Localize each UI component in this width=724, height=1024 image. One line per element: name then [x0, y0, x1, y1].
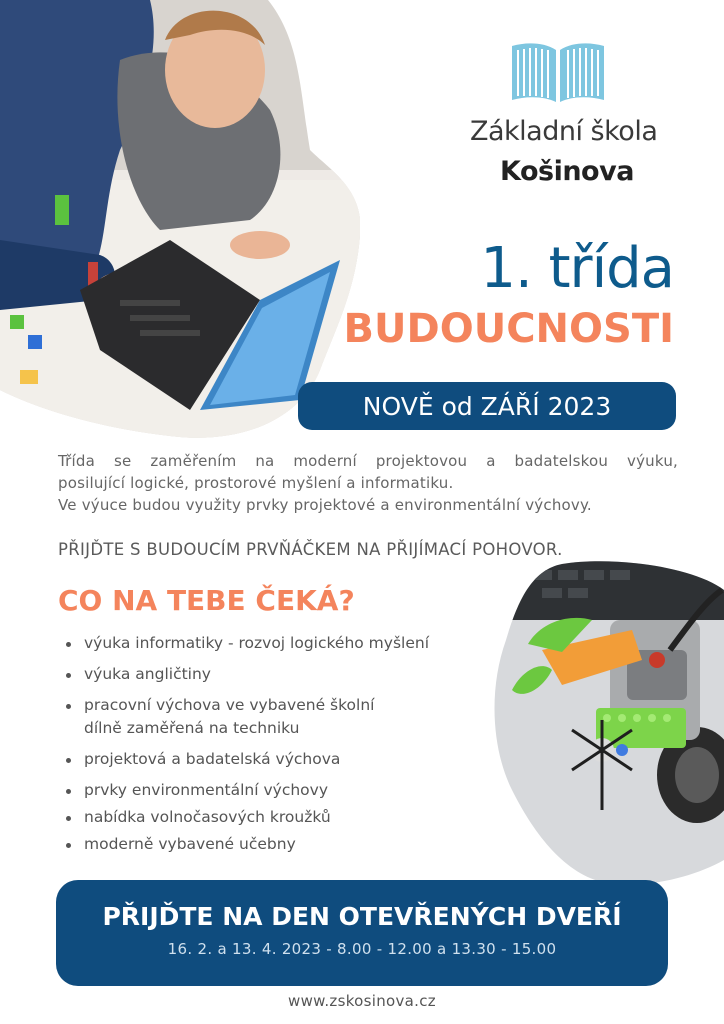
bullet-icon	[66, 816, 71, 821]
intro-paragraph	[58, 450, 678, 516]
website-link[interactable]: www.zskosinova.cz	[288, 992, 436, 1010]
bullet-icon	[66, 704, 71, 709]
open-day-box	[56, 880, 668, 986]
offer-list	[66, 632, 476, 864]
open-book-icon	[508, 40, 608, 106]
bullet-icon	[66, 642, 71, 647]
school-name-line1: Základní škola	[470, 116, 658, 147]
bullet-icon	[66, 673, 71, 678]
list-item: výuka informatiky - rozvoj logického myšlení	[66, 632, 476, 655]
start-date-badge	[298, 382, 676, 430]
intro-line-3: Ve výuce budou využity prvky projektové a environmentální výchovy.	[58, 496, 592, 514]
list-item: prvky environmentální výchovy	[66, 779, 476, 802]
intro-line-1: Třída se zaměřením na moderní projektovou a badatelskou výuku,	[58, 452, 678, 470]
list-item: projektová a badatelská výchova	[66, 748, 476, 771]
open-day-title: PŘIJĎTE NA DEN OTEVŘENÝCH DVEŘÍ	[102, 902, 622, 931]
robot-photo	[492, 560, 724, 890]
offer-heading: CO NA TEBE ČEKÁ?	[58, 584, 355, 617]
bullet-icon	[66, 789, 71, 794]
list-item: výuka angličtiny	[66, 663, 476, 686]
headline-class: 1. třída	[480, 236, 674, 301]
open-day-dates: 16. 2. a 13. 4. 2023 - 8.00 - 12.00 a 13.30 - 15.00	[167, 940, 557, 958]
intro-line-2: posilující logické, prostorové myšlení a informatiku.	[58, 474, 454, 492]
interview-invitation: PŘIJĎTE S BUDOUCÍM PRVŇÁČKEM NA PŘIJÍMACÍ POHOVOR.	[58, 540, 563, 559]
start-date-text: NOVĚ od ZÁŘÍ 2023	[362, 391, 612, 421]
list-item: moderně vybavené učebny	[66, 833, 476, 856]
children-laptop-photo	[0, 0, 360, 440]
list-item: nabídka volnočasových kroužků	[66, 806, 476, 829]
bullet-icon	[66, 843, 71, 848]
school-name-line2: Košinova	[500, 156, 634, 187]
headline-future: BUDOUCNOSTI	[343, 306, 674, 352]
bullet-icon	[66, 758, 71, 763]
list-item: pracovní výchova ve vybavené školní dílně zaměřená na techniku	[66, 694, 414, 740]
